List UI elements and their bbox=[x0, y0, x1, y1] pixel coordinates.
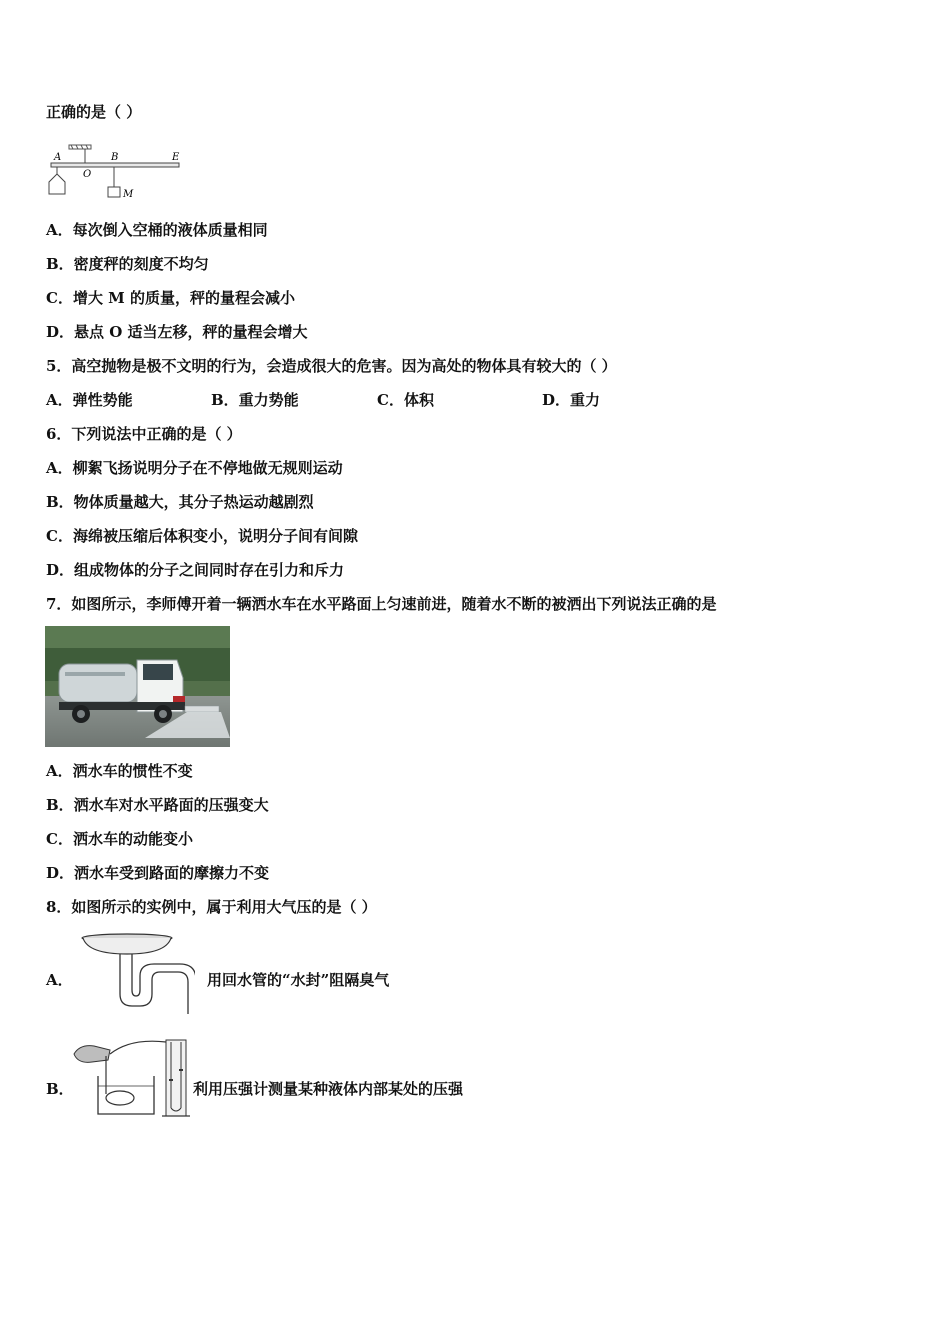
manometer-board bbox=[166, 1040, 186, 1116]
trap-pipe-inner bbox=[132, 954, 195, 1014]
sink-basin bbox=[83, 938, 171, 954]
label-e: E bbox=[172, 152, 180, 163]
trap-pipe-outer bbox=[120, 954, 188, 1014]
q7-stem: 7．如图所示，李师傅开着一辆洒水车在水平路面上匀速前进，随着水不断的被洒出下列说法正确的是 bbox=[46, 595, 717, 613]
sink-trap-figure bbox=[80, 932, 195, 1016]
water-tank bbox=[59, 664, 137, 702]
label-o: O bbox=[83, 169, 92, 180]
q4-option-a: A．每次倒入空桶的液体质量相同 bbox=[46, 221, 268, 239]
probe-head bbox=[106, 1091, 134, 1105]
label-m: M bbox=[123, 189, 134, 200]
lever-scale-figure bbox=[45, 142, 185, 200]
tree-canopy bbox=[45, 626, 230, 648]
q4-option-b: B．密度秤的刻度不均匀 bbox=[46, 255, 209, 273]
q5-option-b: B．重力势能 bbox=[211, 391, 299, 409]
hub-front bbox=[159, 710, 167, 718]
bucket bbox=[49, 174, 65, 194]
q4-stem-tail: 正确的是（ ） bbox=[46, 103, 142, 121]
q5-stem: 5．高空抛物是极不文明的行为，会造成很大的危害。因为高处的物体具有较大的（ ） bbox=[46, 357, 617, 375]
q5-options bbox=[46, 390, 846, 410]
hub-rear bbox=[77, 710, 85, 718]
q7-option-c: C．洒水车的动能变小 bbox=[46, 830, 193, 848]
label-b: B bbox=[111, 152, 119, 163]
q4-option-d: D．悬点 O 适当左移，秤的量程会增大 bbox=[46, 323, 308, 341]
tank-stripe bbox=[65, 672, 125, 676]
hand bbox=[74, 1046, 110, 1063]
q6-option-d: D．组成物体的分子之间同时存在引力和斥力 bbox=[46, 561, 345, 579]
label-a: A bbox=[54, 152, 62, 163]
q7-option-d: D．洒水车受到路面的摩擦力不变 bbox=[46, 864, 270, 882]
lever-bar bbox=[51, 163, 179, 167]
pressure-gauge-figure bbox=[70, 1036, 192, 1122]
q6-option-b: B．物体质量越大，其分子热运动越剧烈 bbox=[46, 493, 314, 511]
q7-option-b: B．洒水车对水平路面的压强变大 bbox=[46, 796, 269, 814]
rubber-hose bbox=[110, 1041, 170, 1054]
q6-stem: 6．下列说法中正确的是（ ） bbox=[46, 425, 242, 443]
q7-option-a: A．洒水车的惯性不变 bbox=[46, 762, 193, 780]
q6-option-a: A．柳絮飞扬说明分子在不停地做无规则运动 bbox=[46, 459, 343, 477]
sprinkler-truck-photo bbox=[45, 626, 230, 747]
q8-option-a-caption: 用回水管的“水封”阻隔臭气 bbox=[207, 971, 390, 989]
cab-window bbox=[143, 664, 173, 680]
q5-option-d: D．重力 bbox=[542, 391, 601, 409]
q8-option-b-letter: B． bbox=[46, 1080, 74, 1098]
spray-bar bbox=[185, 706, 219, 712]
q8-option-a-letter: A． bbox=[46, 971, 73, 989]
q5-option-a: A．弹性势能 bbox=[46, 391, 133, 409]
q6-option-c: C．海绵被压缩后体积变小，说明分子间有间隙 bbox=[46, 527, 358, 545]
weight-m bbox=[108, 187, 120, 197]
q4-option-c: C．增大 M 的质量，秤的量程会减小 bbox=[46, 289, 295, 307]
q8-option-b-caption: 利用压强计测量某种液体内部某处的压强 bbox=[193, 1080, 464, 1098]
q8-stem: 8．如图所示的实例中，属于利用大气压的是（ ） bbox=[46, 898, 377, 916]
q5-option-c: C．体积 bbox=[377, 391, 434, 409]
